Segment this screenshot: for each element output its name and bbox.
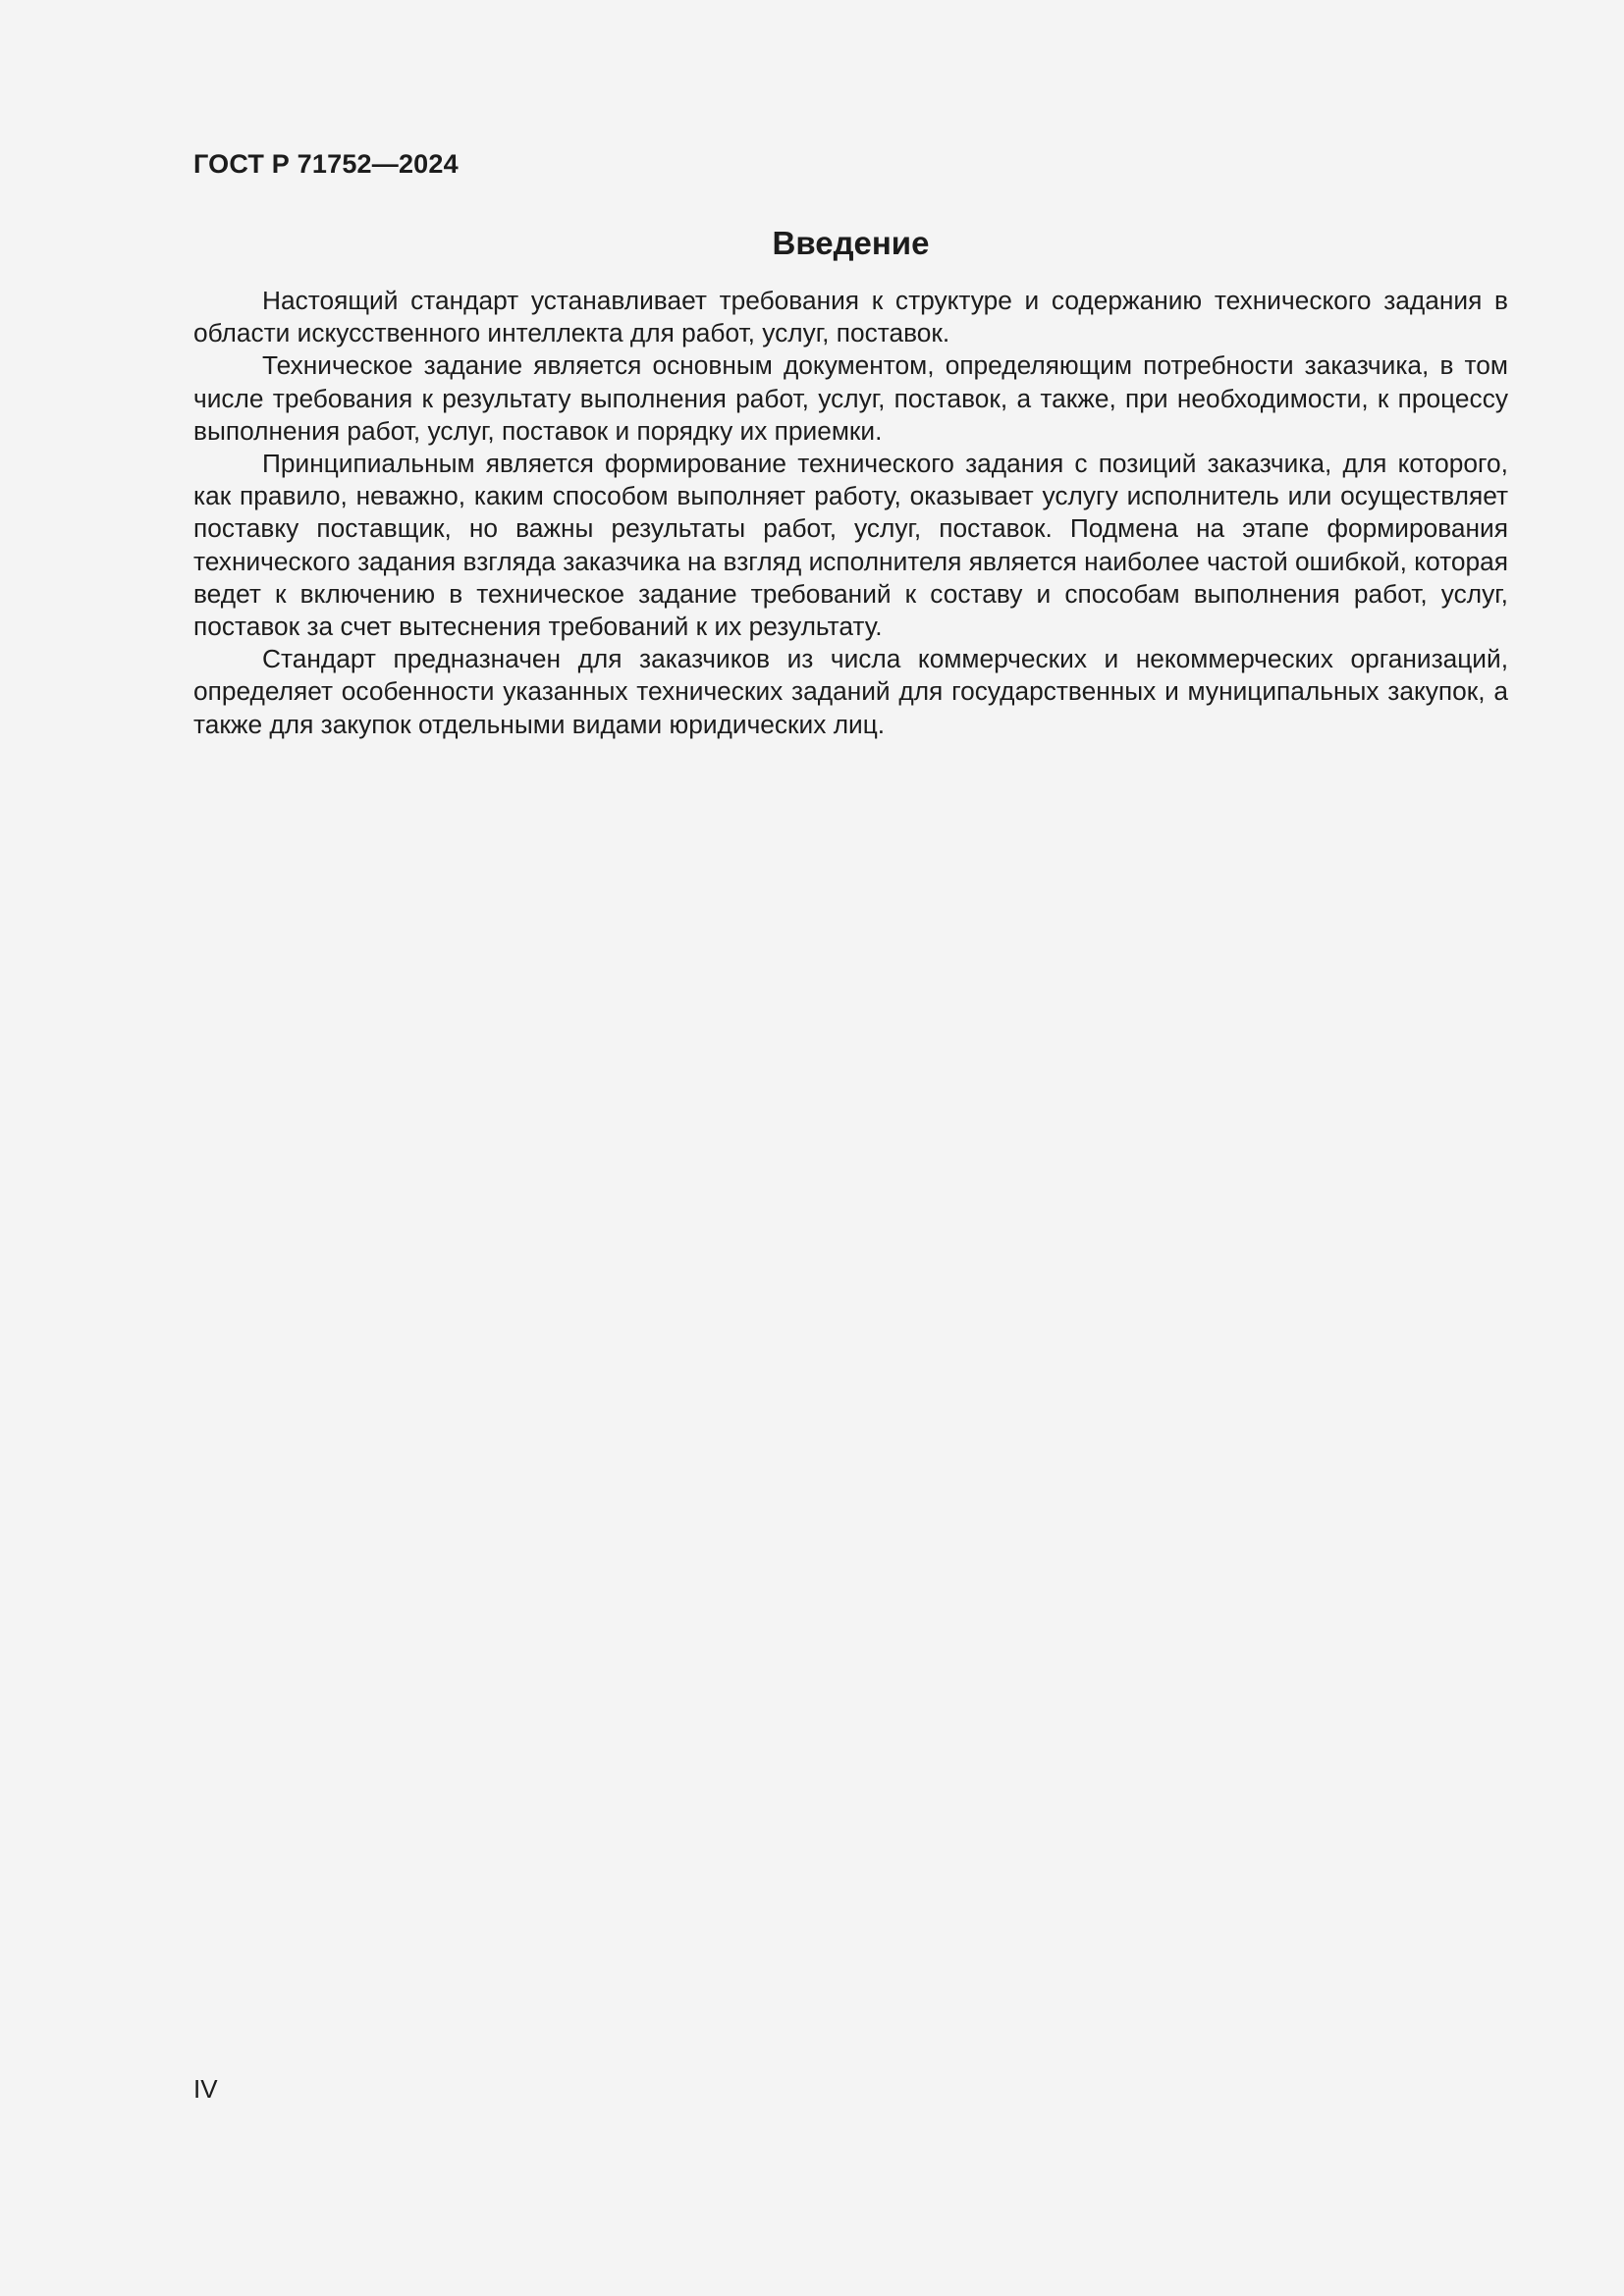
text-column [193,222,1508,741]
body-text [193,285,1508,741]
document-header: ГОСТ Р 71752—2024 [193,149,459,179]
section-title: Введение [772,225,930,261]
paragraph-3: Принципиальным является формирование технического задания с позиций заказчика, для которого, как правило, неважно, каким способом выполняет работу, оказывает услугу исполнитель или осуществляет поставку поставщик, но важны результаты работ, услуг, поставок. Подмена на этапе формирования технического задания взгляда заказчика на взгляд исполнителя является наиболее частой ошибкой, которая ведет к включению в техническое задание требований к составу и способам выполнения работ, услуг, поставок за счет вытеснения требований к их результату. [193,449,1508,642]
page-number: IV [193,2074,218,2104]
paragraph-4: Стандарт предназначен для заказчиков из числа коммерческих и некоммерческих организаций, определяет особенности указанных технических заданий для государственных и муниципальных закупок, а также для закупок отдельными видами юридических лиц. [193,644,1508,739]
paragraph-2: Техническое задание является основным документом, определяющим потребности заказчика, в том числе требования к результату выполнения работ, услуг, поставок, а также, при необходимости, к процессу выполнения работ, услуг, поставок и порядку их приемки. [193,350,1508,446]
paragraph-1: Настоящий стандарт устанавливает требования к структуре и содержанию технического задания в области искусственного интеллекта для работ, услуг, поставок. [193,286,1508,348]
